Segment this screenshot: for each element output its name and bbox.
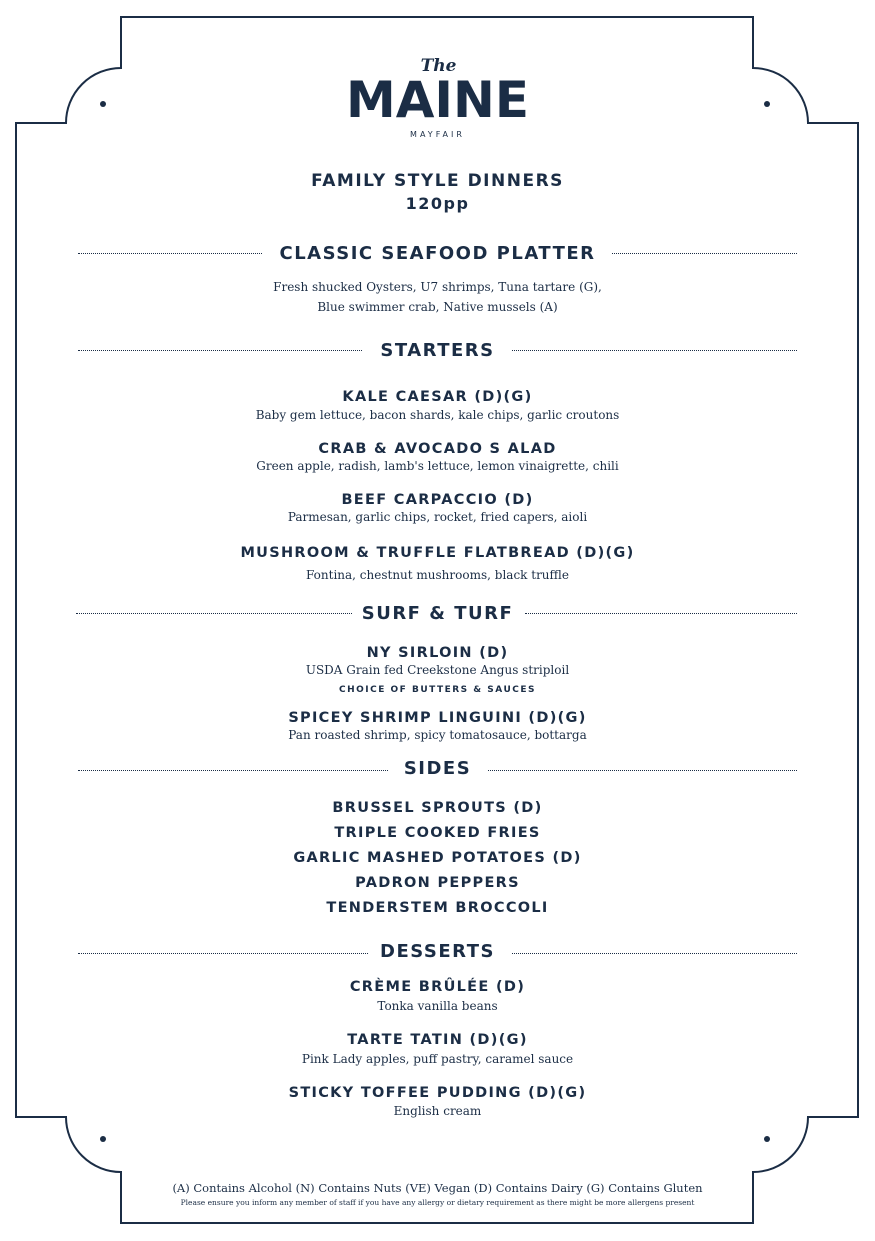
dish-note: CHOICE OF BUTTERS & SAUCES bbox=[339, 685, 536, 695]
dish-name: SPICEY SHRIMP LINGUINI (D)(G) bbox=[288, 710, 587, 726]
dish-name: BEEF CARPACCIO (D) bbox=[341, 492, 534, 508]
side-item: TENDERSTEM BROCCOLI bbox=[326, 900, 549, 916]
dish-name: NY SIRLOIN (D) bbox=[366, 645, 509, 661]
dish-desc: Green apple, radish, lamb's lettuce, lemon vinaigrette, chili bbox=[256, 459, 619, 473]
side-item: BRUSSEL SPROUTS (D) bbox=[332, 800, 543, 816]
allergen-legend: (A) Contains Alcohol (N) Contains Nuts (VE) Vegan (D) Contains Dairy (G) Contains Gluten bbox=[172, 1181, 703, 1195]
dish-desc: Fontina, chestnut mushrooms, black truffle bbox=[306, 568, 569, 582]
dish-desc: English cream bbox=[393, 1104, 482, 1118]
dish-desc: Pan roasted shrimp, spicy tomatosauce, bottarga bbox=[288, 728, 587, 742]
section-title-platter: CLASSIC SEAFOOD PLATTER bbox=[279, 243, 596, 264]
dish-name: TARTE TATIN (D)(G) bbox=[347, 1032, 528, 1048]
platter-desc-line1: Fresh shucked Oysters, U7 shrimps, Tuna tartare (G), bbox=[273, 280, 602, 294]
section-title-surf-turf: SURF & TURF bbox=[361, 603, 514, 624]
section-title-desserts: DESSERTS bbox=[380, 941, 495, 962]
dish-name: CRÈME BRÛLÉE (D) bbox=[349, 979, 526, 995]
dish-desc: Tonka vanilla beans bbox=[377, 999, 498, 1013]
corner-dot-bottom-right bbox=[764, 1136, 770, 1142]
side-item: PADRON PEPPERS bbox=[355, 875, 520, 891]
dish-desc: USDA Grain fed Creekstone Angus striploil bbox=[305, 663, 570, 677]
dish-desc: Pink Lady apples, puff pastry, caramel sauce bbox=[301, 1052, 574, 1066]
menu-title: FAMILY STYLE DINNERS bbox=[311, 171, 564, 191]
section-title-starters: STARTERS bbox=[380, 340, 495, 361]
dish-name: MUSHROOM & TRUFFLE FLATBREAD (D)(G) bbox=[240, 545, 635, 561]
logo-the: The bbox=[420, 56, 457, 76]
dish-name: STICKY TOFFEE PUDDING (D)(G) bbox=[288, 1085, 587, 1101]
section-title-sides: SIDES bbox=[403, 758, 472, 779]
corner-dot-bottom-left bbox=[100, 1136, 106, 1142]
side-item: GARLIC MASHED POTATOES (D) bbox=[293, 850, 582, 866]
menu-price: 120pp bbox=[405, 194, 470, 213]
logo-location: MAYFAIR bbox=[410, 130, 465, 139]
side-item: TRIPLE COOKED FRIES bbox=[334, 825, 541, 841]
dish-name: CRAB & AVOCADO S ALAD bbox=[318, 441, 557, 457]
logo-name: MAINE bbox=[345, 71, 530, 129]
dish-name: KALE CAESAR (D)(G) bbox=[342, 389, 533, 405]
allergy-note: Please ensure you inform any member of staff if you have any allergy or dietary requirement as there might be more allergens present bbox=[180, 1198, 695, 1207]
dish-desc: Baby gem lettuce, bacon shards, kale chips, garlic croutons bbox=[255, 408, 620, 422]
dish-desc: Parmesan, garlic chips, rocket, fried capers, aioli bbox=[287, 510, 588, 524]
platter-desc-line2: Blue swimmer crab, Native mussels (A) bbox=[317, 300, 558, 314]
